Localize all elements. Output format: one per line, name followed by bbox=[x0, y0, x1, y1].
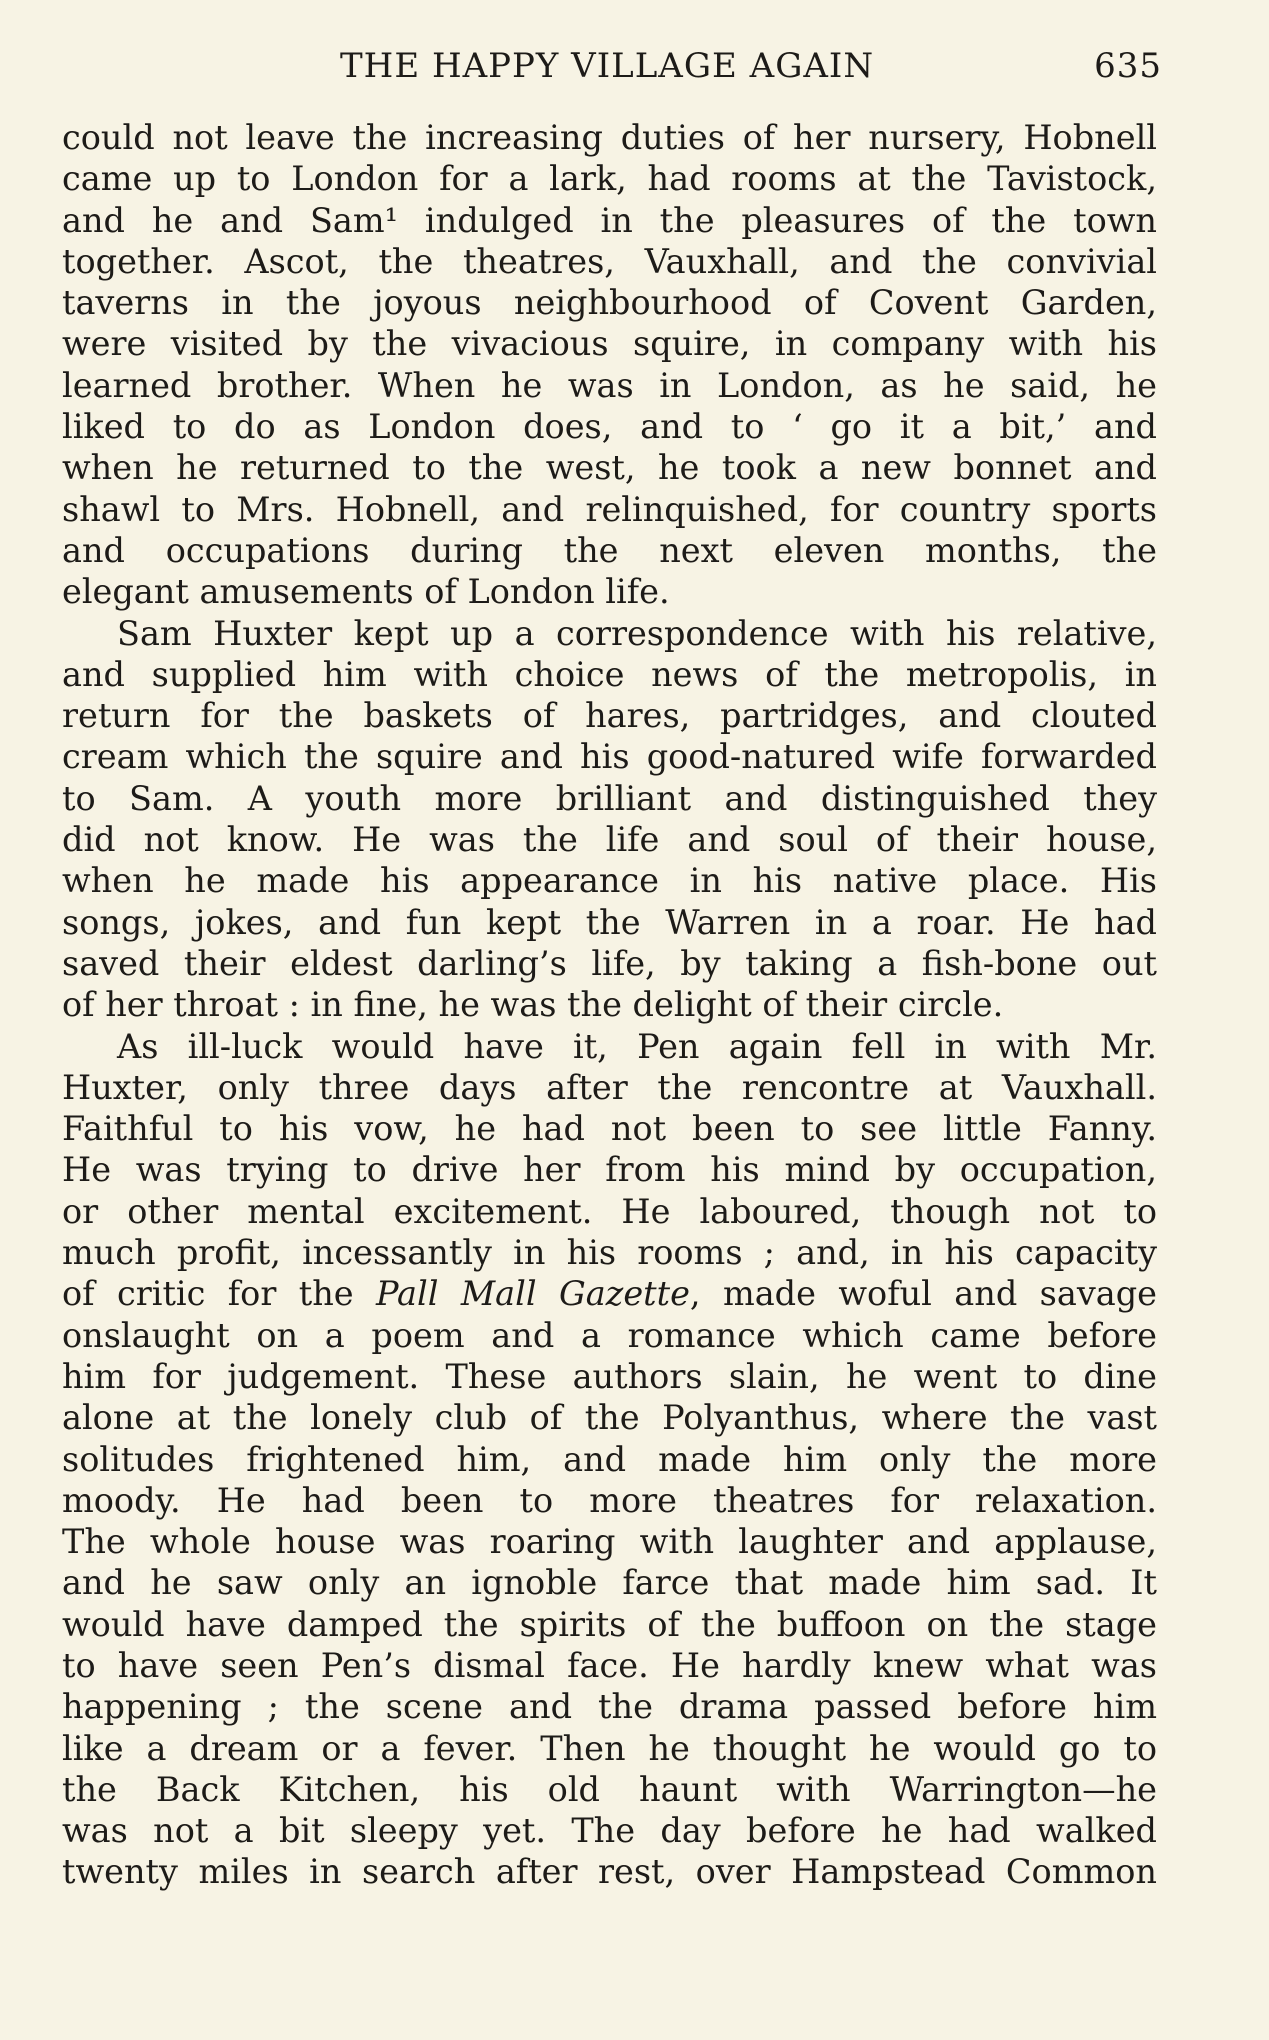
text-line: elegant amusements of London life. bbox=[62, 572, 670, 612]
text-line: was not a bit sleepy yet. The day before he had walked bbox=[62, 1811, 1157, 1851]
text-line: Faithful to his vow, he had not been to see little Fanny. bbox=[62, 1109, 1157, 1149]
text-line: and occupations during the next eleven months, the bbox=[62, 530, 1157, 570]
text-line: taverns in the joyous neighbourhood of Covent Garden, bbox=[62, 283, 1157, 323]
text-line: saved their eldest darling’s life, by taking a fish-bone out bbox=[62, 943, 1157, 983]
text-line: to have seen Pen’s dismal face. He hardly knew what was bbox=[62, 1645, 1157, 1685]
running-title: THE HAPPY VILLAGE AGAIN bbox=[340, 46, 875, 86]
text-line: He was trying to drive her from his mind by occupation, bbox=[62, 1150, 1157, 1190]
text-line: and he saw only an ignoble farce that made him sad. It bbox=[62, 1563, 1157, 1603]
text-line: songs, jokes, and fun kept the Warren in a roar. He had bbox=[62, 902, 1157, 942]
text-line: did not know. He was the life and soul of their house, bbox=[62, 820, 1157, 860]
text-line: when he returned to the west, he took a new bonnet and bbox=[62, 448, 1157, 488]
text-line: him for judgement. These authors slain, he went to dine bbox=[62, 1356, 1157, 1396]
italic-title: Pall Mall Gazette bbox=[376, 1274, 690, 1314]
text-line: to Sam. A youth more brilliant and distinguished they bbox=[62, 778, 1157, 818]
text-line: when he made his appearance in his native place. His bbox=[62, 861, 1157, 901]
text-line: onslaught on a poem and a romance which came before bbox=[62, 1315, 1157, 1355]
text-line: could not leave the increasing duties of her nursery, Hobnell bbox=[62, 118, 1157, 157]
text-line: solitudes frightened him, and made him only the more bbox=[62, 1439, 1157, 1479]
text-line: shawl to Mrs. Hobnell, and relinquished, for country sports bbox=[62, 489, 1157, 529]
text-line: were visited by the vivacious squire, in company with his bbox=[62, 324, 1157, 364]
text-line: Sam Huxter kept up a correspondence with his relative, bbox=[117, 613, 1157, 653]
text-line: happening ; the scene and the drama passed before him bbox=[62, 1687, 1157, 1727]
text-line: and supplied him with choice news of the metropolis, in bbox=[62, 654, 1157, 694]
text-line: together. Ascot, the theatres, Vauxhall, and the convivial bbox=[62, 241, 1157, 281]
text-line: As ill-luck would have it, Pen again fell in with Mr. bbox=[117, 1026, 1157, 1066]
text-line: Huxter, only three days after the rencontre at Vauxhall. bbox=[62, 1067, 1157, 1107]
text-line: liked to do as London does, and to ‘ go it a bit,’ and bbox=[62, 407, 1157, 447]
text-line: would have damped the spirits of the buffoon on the stage bbox=[62, 1604, 1157, 1644]
text-line: The whole house was roaring with laughter and applause, bbox=[62, 1522, 1157, 1562]
text-line: cream which the squire and his good-natured wife forwarded bbox=[62, 737, 1157, 777]
body-text bbox=[62, 117, 1157, 1893]
running-head bbox=[60, 46, 1160, 92]
text-line: much profit, incessantly in his rooms ; and, in his capacity bbox=[62, 1233, 1157, 1273]
text-line: alone at the lonely club of the Polyanthus, where the vast bbox=[62, 1398, 1157, 1438]
text-line: learned brother. When he was in London, as he said, he bbox=[62, 365, 1157, 405]
text-line: or other mental excitement. He laboured, though not to bbox=[62, 1191, 1157, 1231]
text-line: return for the baskets of hares, partridges, and clouted bbox=[62, 696, 1157, 736]
text-line: like a dream or a fever. Then he thought he would go to bbox=[62, 1728, 1157, 1768]
text-line: the Back Kitchen, his old haunt with Warrington—he bbox=[62, 1769, 1157, 1809]
text-line: came up to London for a lark, had rooms at the Tavistock, bbox=[62, 159, 1157, 199]
text-line: of her throat : in fine, he was the delight of their circle. bbox=[62, 985, 1004, 1025]
text-line: and he and Sam¹ indulged in the pleasures of the town bbox=[62, 200, 1157, 240]
page-number: 635 bbox=[1094, 46, 1162, 86]
text-line: moody. He had been to more theatres for relaxation. bbox=[62, 1480, 1157, 1520]
text-line: twenty miles in search after rest, over Hampstead Common bbox=[62, 1852, 1157, 1892]
text-line: of critic for the Pall Mall Gazette, made woful and savage bbox=[62, 1274, 1157, 1314]
